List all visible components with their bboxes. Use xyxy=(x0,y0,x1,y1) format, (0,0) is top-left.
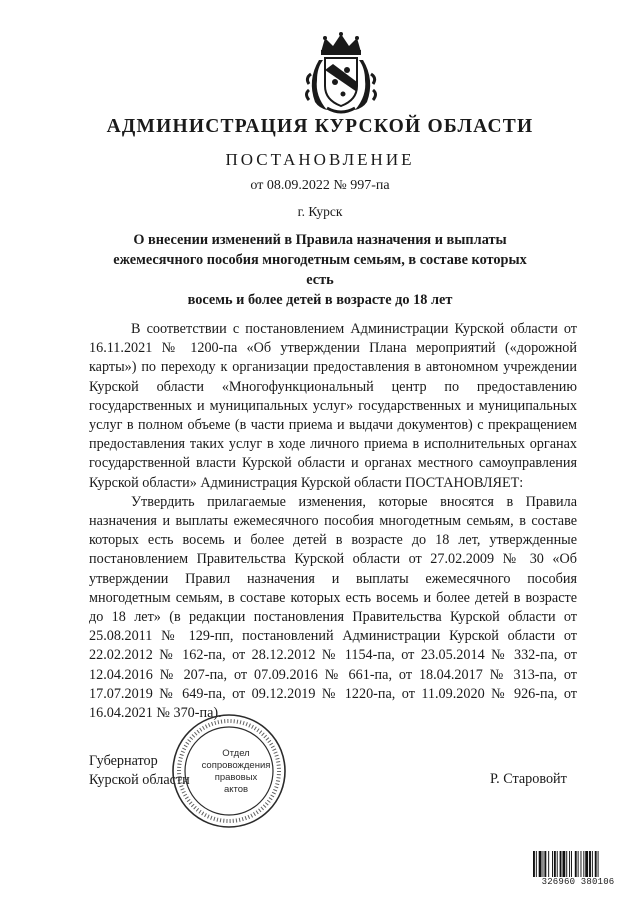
barcode-bar xyxy=(544,851,546,877)
barcode-bar xyxy=(598,851,599,877)
barcode-bar xyxy=(578,851,579,877)
barcode-bar xyxy=(571,851,572,877)
document-city: г. Курск xyxy=(297,204,343,219)
document-date-number: от 08.09.2022 № 997-па xyxy=(250,178,390,193)
barcode-bar xyxy=(533,851,535,877)
body-paragraph: Утвердить прилагаемые изменения, которые вносятся в Правила назначения и выплаты ежемесячного пособия многодетным семьям, в составе которых есть восемь и более детей в возрасте до 18 лет, утвержденные постановлением Правительства Курской области от 27.02.2009 № 30 «Об утверждении Правил назначения и выплаты ежемесячного пособия многодетным семьям, в составе которых есть восемь и более детей в возрасте до 18 лет» (в редакции постановления Правительства Курской области от 25.08.2011 № 129-пп, постановлений Администрации Курской области от 22.02.2012 № 162-па, от 28.12.2012 № 1154-па, от 23.05.2014 № 332-па, от 12.04.2016 № 207-па, от 07.09.2016 № 661-па, от 18.04.2017 № 313-па, от 17.07.2019 № 649-па, от 09.12.2019 № 1220-па, от 11.09.2020 № 926-па, от 16.04.2021 № 370-па). xyxy=(89,493,577,722)
subject-line: восемь и более детей в возрасте до 18 лет xyxy=(187,292,453,308)
barcode-bar xyxy=(548,851,549,877)
barcode-bar xyxy=(595,851,597,877)
coat-of-arms-emblem xyxy=(305,30,377,116)
barcode-bar xyxy=(536,851,537,877)
subject-line: ежемесячного пособия многодетным семьям, в составе которых есть xyxy=(113,252,527,288)
subject-line: О внесении изменений в Правила назначения и выплаты xyxy=(133,232,507,248)
barcode-bar xyxy=(589,851,591,877)
stamp-line: Отдел xyxy=(222,748,250,759)
barcode-bar xyxy=(575,851,577,877)
barcode-bar xyxy=(581,851,582,877)
signatory-title-line: Курской области xyxy=(89,772,190,789)
barcode-bar xyxy=(592,851,593,877)
barcode-bar xyxy=(569,851,570,877)
body-paragraph: В соответствии с постановлением Администрации Курской области от 16.11.2021 № 1200-па «Об утверждении Плана мероприятий («дорожной карты») по переходу к организации предоставления в автономном учреждении Курской области «Многофункциональный центр по предоставлению государственных и муниципальных услуг» государственных и муниципальных услуг в полном объеме (в части приема и выдачи документов) с прекращением предоставления таких услуг в ходе личного приема в исполнительных органах государственной власти Курской области и органах местного самоуправления Курской области» Администрация Курской области ПОСТАНОВЛЯЕТ: xyxy=(89,321,577,491)
barcode-bar xyxy=(543,851,544,877)
barcode-bar xyxy=(539,851,542,877)
barcode-bar xyxy=(562,851,565,877)
barcode-bar xyxy=(554,851,556,877)
signatory-name: Р. Старовойт xyxy=(490,771,567,787)
barcode-bar xyxy=(557,851,558,877)
barcode-number: 326960 380106 xyxy=(541,877,615,887)
stamp-line: актов xyxy=(223,784,249,795)
document-subject xyxy=(110,230,530,310)
stamp-text xyxy=(196,748,276,796)
document-body xyxy=(89,320,577,723)
barcode-bar xyxy=(566,851,567,877)
stamp-line: сопровождения xyxy=(201,760,271,771)
signatory-title-line: Губернатор xyxy=(89,753,158,769)
document-type: ПОСТАНОВЛЕНИЕ xyxy=(225,150,415,169)
barcode-bar xyxy=(585,851,588,877)
barcode-bar xyxy=(583,851,584,877)
barcode-bar xyxy=(552,851,553,877)
barcode-bar xyxy=(560,851,562,877)
stamp-line: правовых xyxy=(214,772,258,783)
document-barcode xyxy=(533,851,623,877)
organization-title: АДМИНИСТРАЦИЯ КУРСКОЙ ОБЛАСТИ xyxy=(106,116,534,137)
